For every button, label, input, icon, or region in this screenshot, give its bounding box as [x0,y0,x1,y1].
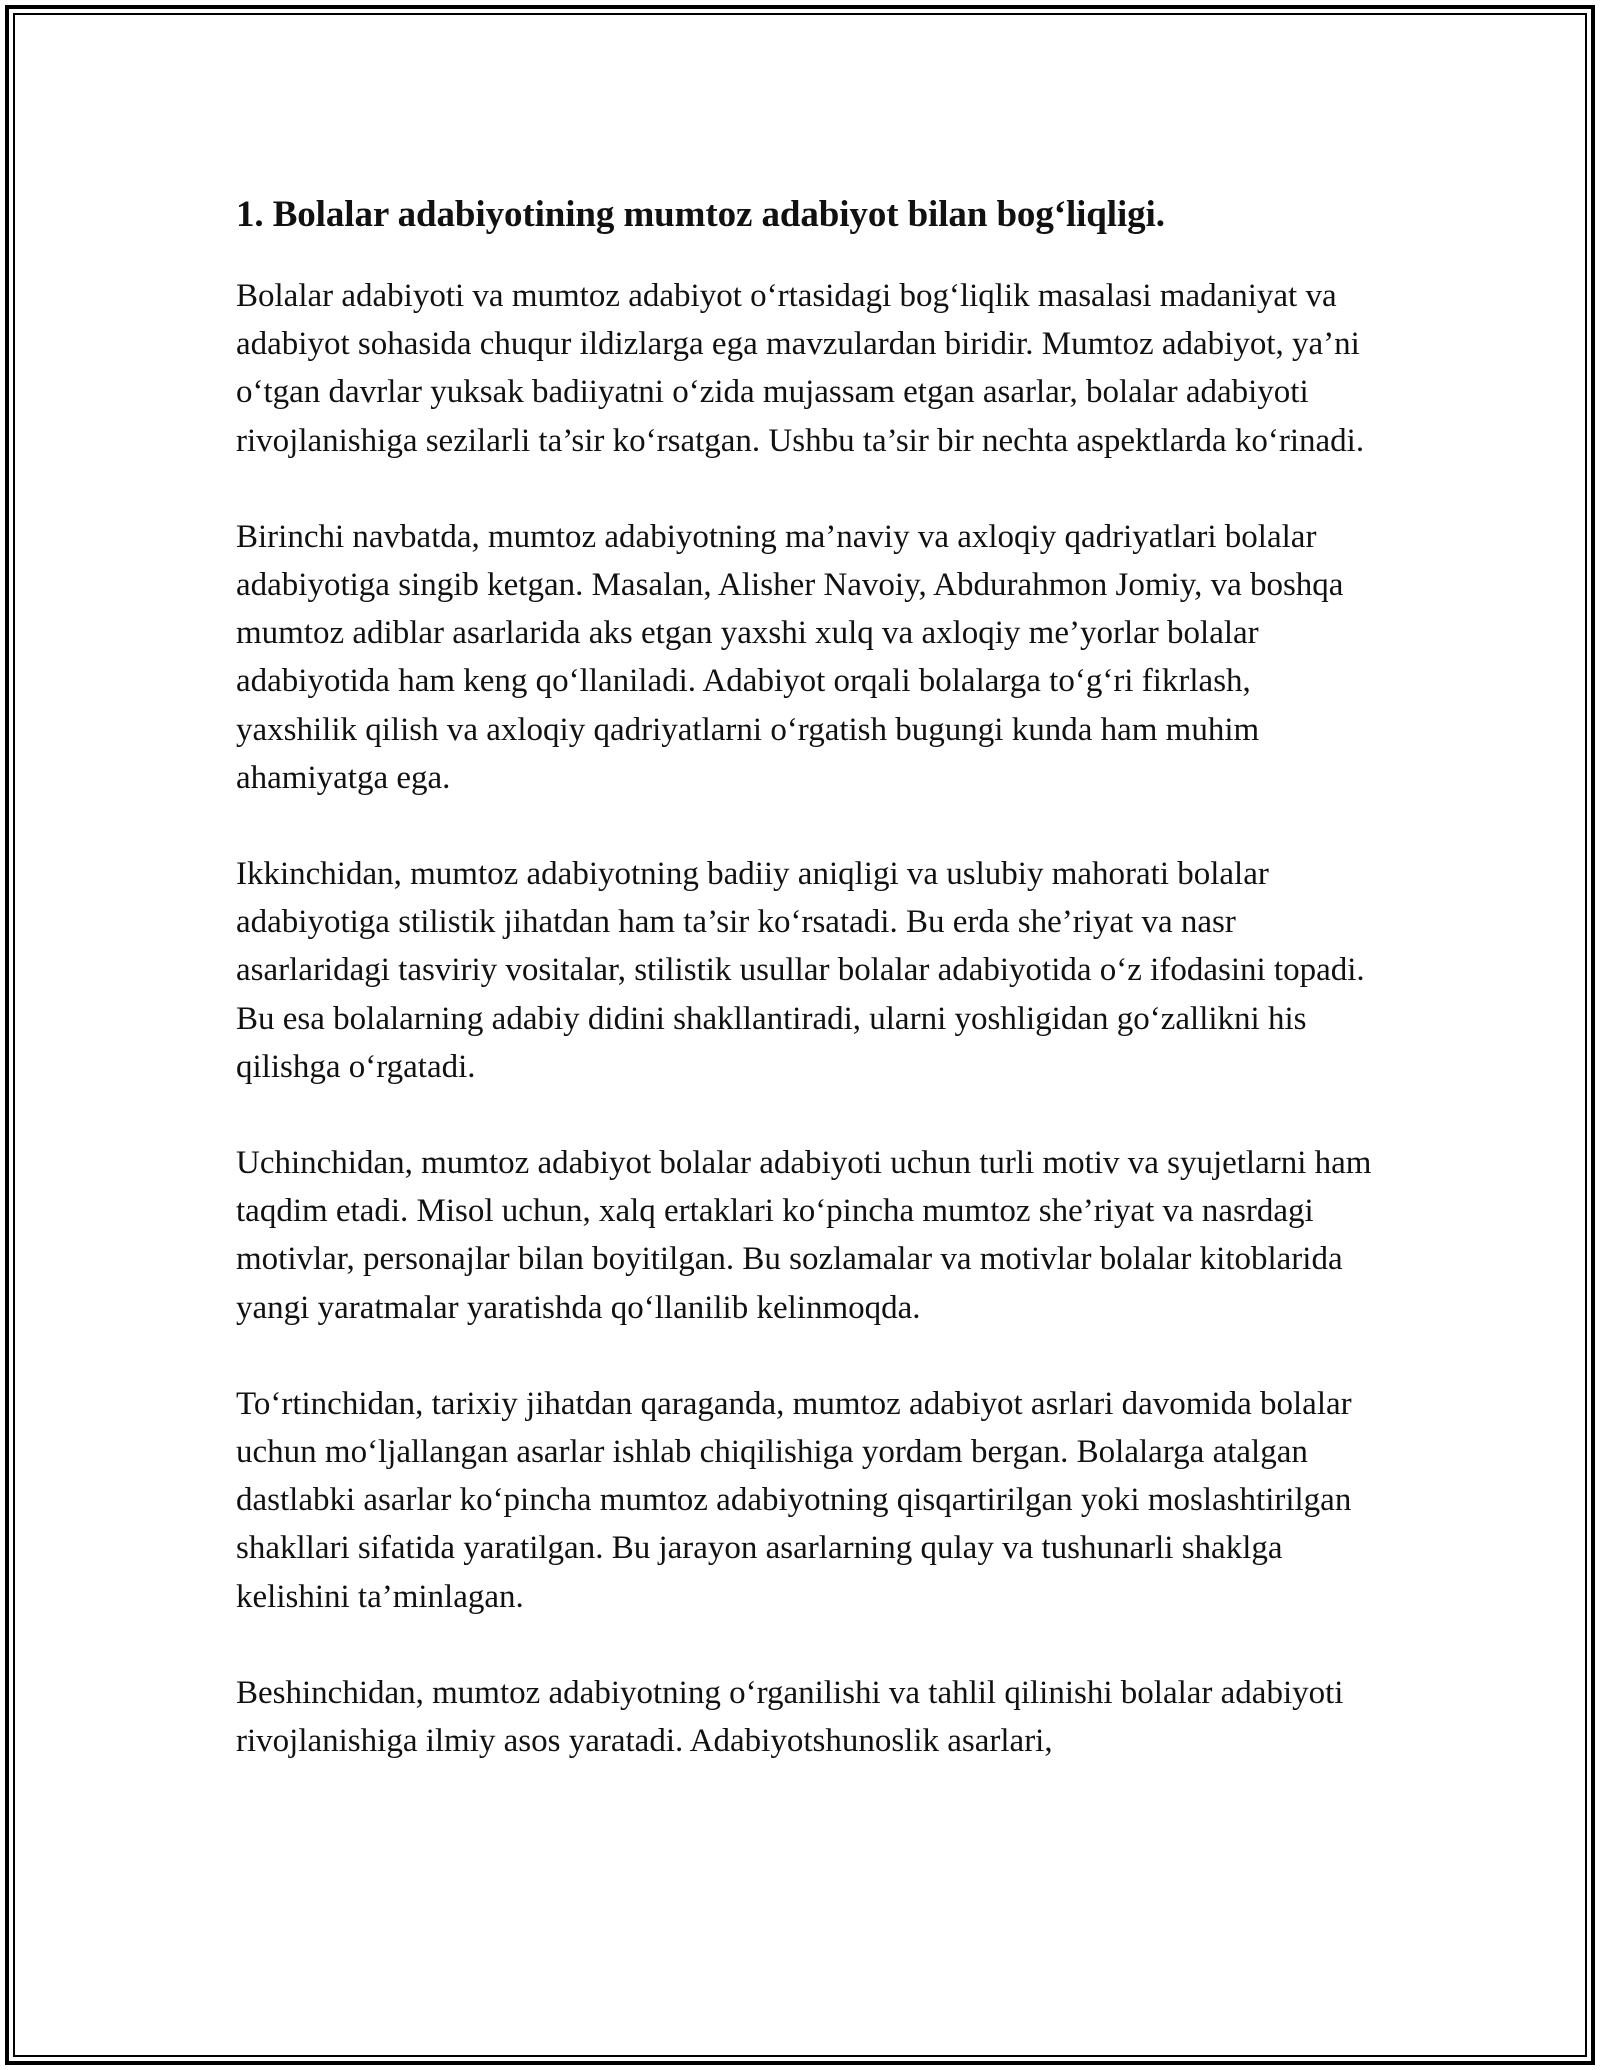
paragraph-4: Uchinchidan, mumtoz adabiyot bolalar adabiyoti uchun turli motiv va syujetlarni ham taqdim etadi. Misol uchun, xalq ertaklari ko‘pincha mumtoz she’riyat va nasrdagi motivlar, personajlar bilan boyitilgan. Bu sozlamalar va motivlar bolalar kitoblarida yangi yaratmalar yaratishda qo‘llanilib kelinmoqda. [236,1145,1372,1326]
paragraph-5: To‘rtinchidan, tarixiy jihatdan qaraganda, mumtoz adabiyot asrlari davomida bolalar uchun mo‘ljallangan asarlar ishlab chiqilishiga yordam bergan. Bolalarga atalgan dastlabki asarlar ko‘pincha mumtoz adabiyotning qisqartirilgan yoki moslashtirilgan shakllari sifatida yaratilgan. Bu jarayon asarlarning qulay va tushunarli shaklga kelishini ta’minlagan. [236,1385,1352,1615]
paragraph-2: Birinchi navbatda, mumtoz adabiyotning ma’naviy va axloqiy qadriyatlari bolalar adabiyotiga singib ketgan. Masalan, Alisher Navoiy, Abdurahmon Jomiy, va boshqa mumtoz adiblar asarlarida aks etgan yaxshi xulq va axloqiy me’yorlar bolalar adabiyotida ham keng qo‘llaniladi. Adabiyot orqali bolalarga to‘g‘ri fikrlash, yaxshilik qilish va axloqiy qadriyatlarni o‘rgatish bugungi kunda ham muhim ahamiyatga ega. [236,518,1344,796]
paragraph-3: Ikkinchidan, mumtoz adabiyotning badiiy aniqligi va uslubiy mahorati bolalar adabiyotiga stilistik jihatdan ham ta’sir ko‘rsatadi. Bu erda she’riyat va nasr asarlaridagi tasviriy vositalar, stilistik usullar bolalar adabiyotida o‘z ifodasini topadi. Bu esa bolalarning adabiy didini shakllantiradi, ularni yoshligidan go‘zallikni his qilishga o‘rgatadi. [236,856,1365,1085]
document-body [236,190,1376,1813]
paragraph-6: Beshinchidan, mumtoz adabiyotning o‘rganilishi va tahlil qilinishi bolalar adabiyoti rivojlanishiga ilmiy asos yaratadi. Adabiyotshunoslik asarlari, [236,1674,1344,1760]
section-heading: 1. Bolalar adabiyotining mumtoz adabiyot bilan bog‘liqligi. [236,194,1165,235]
paragraph-1: Bolalar adabiyoti va mumtoz adabiyot o‘rtasidagi bog‘liqlik masalasi madaniyat va adabiyot sohasida chuqur ildizlarga ega mavzulardan biridir. Mumtoz adabiyot, ya’ni o‘tgan davrlar yuksak badiiyatni o‘zida mujassam etgan asarlar, bolalar adabiyoti rivojlanishiga sezilarli ta’sir ko‘rsatgan. Ushbu ta’sir bir nechta aspektlarda ko‘rinadi. [236,278,1365,459]
